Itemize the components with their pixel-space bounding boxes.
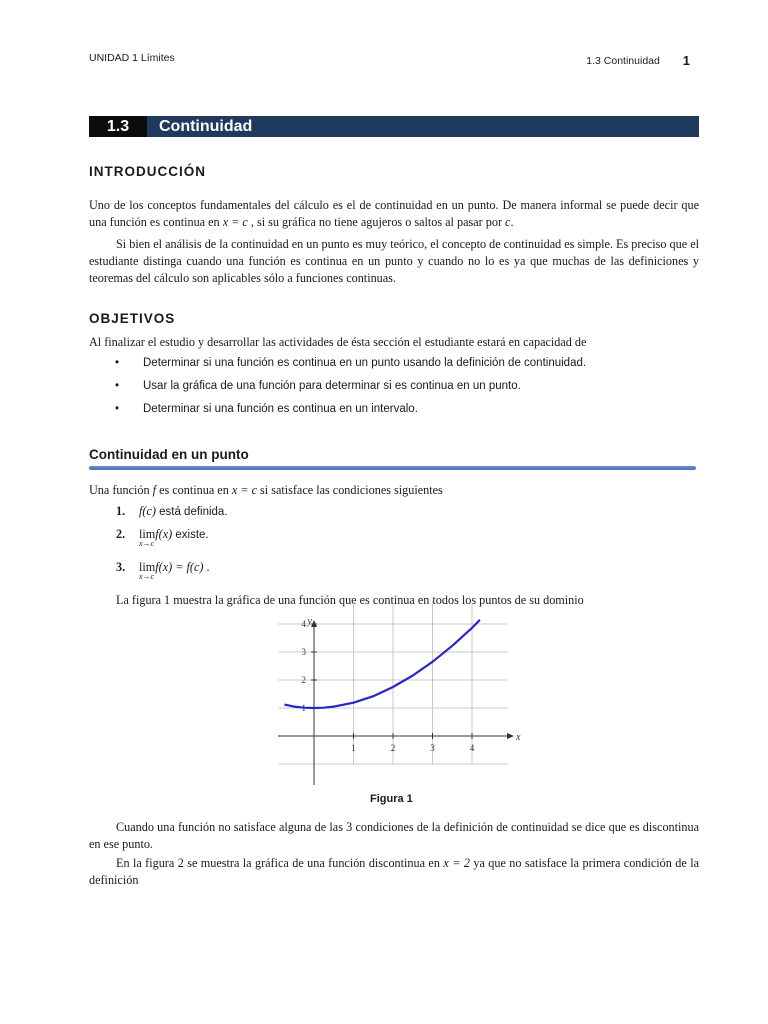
- header-unit: UNIDAD 1 Límites: [89, 52, 175, 64]
- objectives-heading: OBJETIVOS: [89, 311, 176, 326]
- bullet-icon: •: [115, 357, 120, 369]
- math-expression: x = c: [222, 215, 248, 229]
- continuity-heading: Continuidad en un punto: [89, 447, 249, 462]
- header-section-title: 1.3 Continuidad: [586, 55, 660, 67]
- list-item-text: Usar la gráfica de una función para determinar si es continua en un punto.: [143, 380, 521, 392]
- list-item: [89, 357, 699, 380]
- intro-paragraph-2: Si bien el análisis de la continuidad en un punto es muy teórico, el concepto de continuidad es simple. Es preciso que el estudiante distinga cuando una función es continua en un punto y cuando no lo es ya que muchas de las definiciones y teoremas del cálculo son aplicables sólo a funciones continuas.: [89, 237, 699, 285]
- list-item-text: Determinar si una función es continua en un intervalo.: [143, 403, 418, 415]
- header-section: [586, 52, 690, 67]
- x-axis-arrow-icon: [507, 733, 514, 739]
- limit-subscript: x→c: [139, 572, 155, 581]
- figure-caption: Figura 1: [370, 793, 413, 805]
- list-item: [89, 403, 699, 426]
- condition-number: 2.: [116, 527, 126, 541]
- paragraph-text: En la figura 2 se muestra la gráfica de una función discontinua en: [116, 856, 444, 870]
- condition-2: [116, 527, 209, 548]
- math-expression: x = 2: [443, 856, 470, 870]
- page-number: 1: [682, 53, 690, 68]
- limit-operator: [139, 527, 156, 548]
- math-expression: x = c: [231, 483, 257, 497]
- list-item-text: Determinar si una función es continua en un punto usando la definición de continuidad.: [143, 357, 587, 369]
- objectives-lead: Al finalizar el estudio y desarrollar las actividades de ésta sección el estudiante estará en capacidad de: [89, 335, 587, 349]
- section-title: Continuidad: [159, 118, 253, 135]
- x-tick-label: 2: [390, 743, 396, 753]
- heading-underline: [89, 466, 696, 470]
- bullet-icon: •: [115, 403, 120, 415]
- figure-1-graph: [270, 612, 520, 787]
- after-paragraph-2: [89, 855, 699, 889]
- y-tick-label: 1: [301, 703, 306, 713]
- condition-number: 1.: [116, 504, 126, 518]
- intro-text: Uno de los conceptos fundamentales del cálculo es el de continuidad en un punto. De manera informal se puede decir que una función es continua en: [89, 198, 699, 229]
- limit-subscript: x→c: [139, 539, 155, 548]
- intro-heading: INTRODUCCIÓN: [89, 164, 206, 179]
- math-expression: f(x) = f(c): [155, 560, 204, 574]
- limit-operator: [139, 560, 156, 581]
- objectives-list: [89, 357, 699, 426]
- condition-text: .: [203, 560, 210, 574]
- condition-text: existe.: [172, 529, 209, 541]
- y-tick-label: 4: [301, 619, 306, 629]
- condition-1: [116, 504, 228, 519]
- math-variable: f: [152, 483, 157, 497]
- y-tick-label: 2: [301, 675, 306, 685]
- y-axis-label: y: [307, 616, 312, 627]
- lead-text: si satisface las condiciones siguientes: [256, 483, 443, 497]
- x-axis-label: x: [516, 732, 521, 743]
- condition-3: [116, 560, 210, 581]
- condition-number: 3.: [116, 560, 126, 574]
- x-tick-label: 4: [469, 743, 475, 753]
- limit-label: lim: [139, 560, 156, 574]
- section-title-bar: [89, 116, 699, 137]
- y-tick-label: 3: [301, 647, 306, 657]
- lead-text: Una función: [89, 483, 153, 497]
- figure-lead: La figura 1 muestra la gráfica de una función que es continua en todos los puntos de su dominio: [116, 593, 584, 607]
- after-paragraph-1: Cuando una función no satisface alguna de las 3 condiciones de la definición de continuidad se dice que es discontinua en ese punto.: [89, 820, 699, 851]
- math-variable: c: [505, 215, 511, 229]
- paragraph-text: ya que no satisface la primera condición de la definición: [89, 856, 700, 887]
- continuity-lead: [89, 482, 699, 499]
- section-number: 1.3: [89, 116, 147, 137]
- math-expression: f(x): [155, 527, 173, 541]
- condition-text: está definida.: [155, 506, 228, 518]
- intro-text: .: [510, 215, 514, 229]
- lead-text: es continua en: [156, 483, 232, 497]
- bullet-icon: •: [115, 380, 120, 392]
- math-expression: f(c): [139, 504, 156, 518]
- intro-text: , si su gráfica no tiene agujeros o saltos al pasar por: [247, 215, 506, 229]
- x-tick-label: 3: [430, 743, 435, 753]
- list-item: [89, 380, 699, 403]
- intro-paragraph-1: [89, 197, 699, 231]
- limit-label: lim: [139, 527, 156, 541]
- x-tick-label: 1: [351, 743, 356, 753]
